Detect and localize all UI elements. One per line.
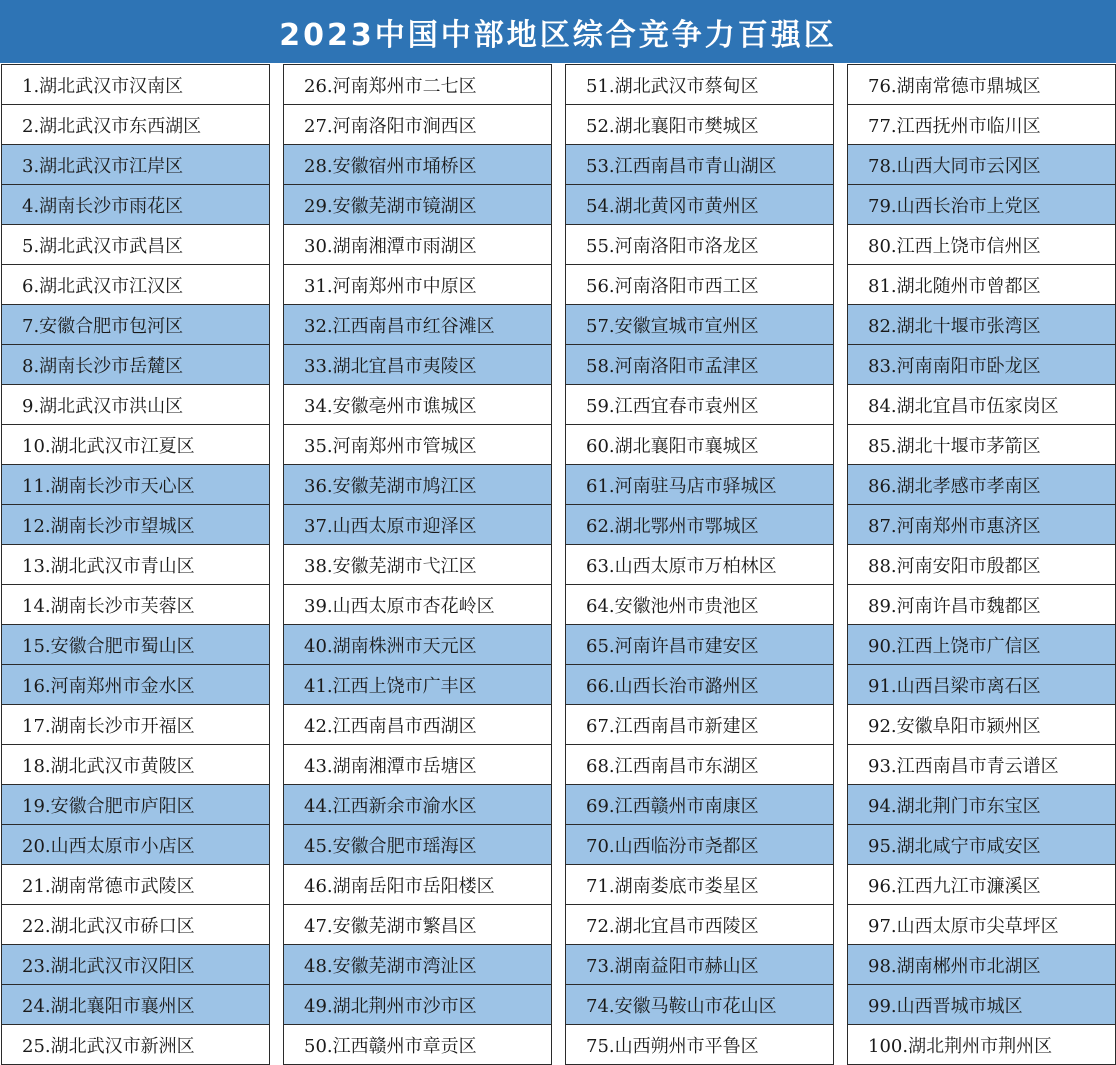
ranking-cell: 50.江西赣州市章贡区 xyxy=(283,1025,552,1065)
ranking-cell: 41.江西上饶市广丰区 xyxy=(283,665,552,705)
ranking-cell: 10.湖北武汉市江夏区 xyxy=(1,425,270,465)
ranking-column-2 xyxy=(283,64,552,1065)
ranking-cell: 100.湖北荆州市荆州区 xyxy=(847,1025,1116,1065)
ranking-cell: 87.河南郑州市惠济区 xyxy=(847,505,1116,545)
ranking-cell: 15.安徽合肥市蜀山区 xyxy=(1,625,270,665)
ranking-cell: 53.江西南昌市青山湖区 xyxy=(565,145,834,185)
ranking-cell: 80.江西上饶市信州区 xyxy=(847,225,1116,265)
ranking-cell: 6.湖北武汉市江汉区 xyxy=(1,265,270,305)
ranking-cell: 2.湖北武汉市东西湖区 xyxy=(1,105,270,145)
ranking-cell: 97.山西太原市尖草坪区 xyxy=(847,905,1116,945)
ranking-cell: 72.湖北宜昌市西陵区 xyxy=(565,905,834,945)
ranking-cell: 11.湖南长沙市天心区 xyxy=(1,465,270,505)
ranking-cell: 46.湖南岳阳市岳阳楼区 xyxy=(283,865,552,905)
ranking-cell: 85.湖北十堰市茅箭区 xyxy=(847,425,1116,465)
ranking-cell: 51.湖北武汉市蔡甸区 xyxy=(565,64,834,105)
ranking-cell: 35.河南郑州市管城区 xyxy=(283,425,552,465)
ranking-cell: 83.河南南阳市卧龙区 xyxy=(847,345,1116,385)
ranking-cell: 75.山西朔州市平鲁区 xyxy=(565,1025,834,1065)
ranking-cell: 90.江西上饶市广信区 xyxy=(847,625,1116,665)
ranking-cell: 91.山西吕梁市离石区 xyxy=(847,665,1116,705)
ranking-cell: 55.河南洛阳市洛龙区 xyxy=(565,225,834,265)
ranking-cell: 86.湖北孝感市孝南区 xyxy=(847,465,1116,505)
ranking-cell: 48.安徽芜湖市湾沚区 xyxy=(283,945,552,985)
ranking-cell: 65.河南许昌市建安区 xyxy=(565,625,834,665)
ranking-cell: 3.湖北武汉市江岸区 xyxy=(1,145,270,185)
ranking-cell: 39.山西太原市杏花岭区 xyxy=(283,585,552,625)
ranking-cell: 14.湖南长沙市芙蓉区 xyxy=(1,585,270,625)
ranking-cell: 61.河南驻马店市驿城区 xyxy=(565,465,834,505)
ranking-cell: 19.安徽合肥市庐阳区 xyxy=(1,785,270,825)
ranking-cell: 1.湖北武汉市汉南区 xyxy=(1,64,270,105)
ranking-cell: 93.江西南昌市青云谱区 xyxy=(847,745,1116,785)
ranking-cell: 71.湖南娄底市娄星区 xyxy=(565,865,834,905)
ranking-cell: 56.河南洛阳市西工区 xyxy=(565,265,834,305)
ranking-columns xyxy=(0,64,1116,1065)
ranking-cell: 59.江西宜春市袁州区 xyxy=(565,385,834,425)
ranking-cell: 81.湖北随州市曾都区 xyxy=(847,265,1116,305)
ranking-cell: 37.山西太原市迎泽区 xyxy=(283,505,552,545)
ranking-cell: 38.安徽芜湖市弋江区 xyxy=(283,545,552,585)
ranking-cell: 47.安徽芜湖市繁昌区 xyxy=(283,905,552,945)
ranking-cell: 25.湖北武汉市新洲区 xyxy=(1,1025,270,1065)
ranking-cell: 89.河南许昌市魏都区 xyxy=(847,585,1116,625)
ranking-cell: 32.江西南昌市红谷滩区 xyxy=(283,305,552,345)
ranking-cell: 76.湖南常德市鼎城区 xyxy=(847,64,1116,105)
ranking-cell: 79.山西长治市上党区 xyxy=(847,185,1116,225)
ranking-cell: 96.江西九江市濂溪区 xyxy=(847,865,1116,905)
ranking-cell: 12.湖南长沙市望城区 xyxy=(1,505,270,545)
ranking-cell: 44.江西新余市渝水区 xyxy=(283,785,552,825)
ranking-column-4 xyxy=(847,64,1116,1065)
ranking-cell: 58.河南洛阳市孟津区 xyxy=(565,345,834,385)
ranking-cell: 23.湖北武汉市汉阳区 xyxy=(1,945,270,985)
ranking-cell: 28.安徽宿州市埇桥区 xyxy=(283,145,552,185)
ranking-cell: 24.湖北襄阳市襄州区 xyxy=(1,985,270,1025)
ranking-cell: 82.湖北十堰市张湾区 xyxy=(847,305,1116,345)
ranking-cell: 34.安徽亳州市谯城区 xyxy=(283,385,552,425)
ranking-cell: 98.湖南郴州市北湖区 xyxy=(847,945,1116,985)
ranking-column-3 xyxy=(565,64,834,1065)
ranking-cell: 33.湖北宜昌市夷陵区 xyxy=(283,345,552,385)
ranking-cell: 29.安徽芜湖市镜湖区 xyxy=(283,185,552,225)
ranking-cell: 22.湖北武汉市硚口区 xyxy=(1,905,270,945)
ranking-cell: 4.湖南长沙市雨花区 xyxy=(1,185,270,225)
ranking-cell: 99.山西晋城市城区 xyxy=(847,985,1116,1025)
ranking-cell: 17.湖南长沙市开福区 xyxy=(1,705,270,745)
ranking-cell: 52.湖北襄阳市樊城区 xyxy=(565,105,834,145)
ranking-cell: 31.河南郑州市中原区 xyxy=(283,265,552,305)
ranking-cell: 13.湖北武汉市青山区 xyxy=(1,545,270,585)
ranking-cell: 84.湖北宜昌市伍家岗区 xyxy=(847,385,1116,425)
ranking-cell: 88.河南安阳市殷都区 xyxy=(847,545,1116,585)
ranking-cell: 16.河南郑州市金水区 xyxy=(1,665,270,705)
ranking-cell: 9.湖北武汉市洪山区 xyxy=(1,385,270,425)
ranking-cell: 63.山西太原市万柏林区 xyxy=(565,545,834,585)
ranking-cell: 94.湖北荆门市东宝区 xyxy=(847,785,1116,825)
ranking-cell: 73.湖南益阳市赫山区 xyxy=(565,945,834,985)
ranking-cell: 70.山西临汾市尧都区 xyxy=(565,825,834,865)
ranking-cell: 18.湖北武汉市黄陂区 xyxy=(1,745,270,785)
ranking-cell: 77.江西抚州市临川区 xyxy=(847,105,1116,145)
ranking-cell: 49.湖北荆州市沙市区 xyxy=(283,985,552,1025)
ranking-cell: 62.湖北鄂州市鄂城区 xyxy=(565,505,834,545)
ranking-cell: 43.湖南湘潭市岳塘区 xyxy=(283,745,552,785)
ranking-cell: 5.湖北武汉市武昌区 xyxy=(1,225,270,265)
ranking-cell: 27.河南洛阳市涧西区 xyxy=(283,105,552,145)
ranking-cell: 68.江西南昌市东湖区 xyxy=(565,745,834,785)
ranking-cell: 8.湖南长沙市岳麓区 xyxy=(1,345,270,385)
ranking-cell: 21.湖南常德市武陵区 xyxy=(1,865,270,905)
ranking-cell: 42.江西南昌市西湖区 xyxy=(283,705,552,745)
ranking-cell: 78.山西大同市云冈区 xyxy=(847,145,1116,185)
ranking-cell: 40.湖南株洲市天元区 xyxy=(283,625,552,665)
page-title: 2023中国中部地区综合竞争力百强区 xyxy=(0,0,1116,63)
ranking-cell: 36.安徽芜湖市鸠江区 xyxy=(283,465,552,505)
ranking-cell: 92.安徽阜阳市颍州区 xyxy=(847,705,1116,745)
ranking-cell: 54.湖北黄冈市黄州区 xyxy=(565,185,834,225)
ranking-cell: 26.河南郑州市二七区 xyxy=(283,64,552,105)
ranking-column-1 xyxy=(1,64,270,1065)
ranking-cell: 74.安徽马鞍山市花山区 xyxy=(565,985,834,1025)
ranking-cell: 95.湖北咸宁市咸安区 xyxy=(847,825,1116,865)
ranking-cell: 7.安徽合肥市包河区 xyxy=(1,305,270,345)
ranking-cell: 57.安徽宣城市宣州区 xyxy=(565,305,834,345)
ranking-cell: 67.江西南昌市新建区 xyxy=(565,705,834,745)
ranking-cell: 66.山西长治市潞州区 xyxy=(565,665,834,705)
ranking-cell: 20.山西太原市小店区 xyxy=(1,825,270,865)
ranking-cell: 64.安徽池州市贵池区 xyxy=(565,585,834,625)
ranking-cell: 30.湖南湘潭市雨湖区 xyxy=(283,225,552,265)
ranking-cell: 60.湖北襄阳市襄城区 xyxy=(565,425,834,465)
ranking-cell: 69.江西赣州市南康区 xyxy=(565,785,834,825)
ranking-cell: 45.安徽合肥市瑶海区 xyxy=(283,825,552,865)
